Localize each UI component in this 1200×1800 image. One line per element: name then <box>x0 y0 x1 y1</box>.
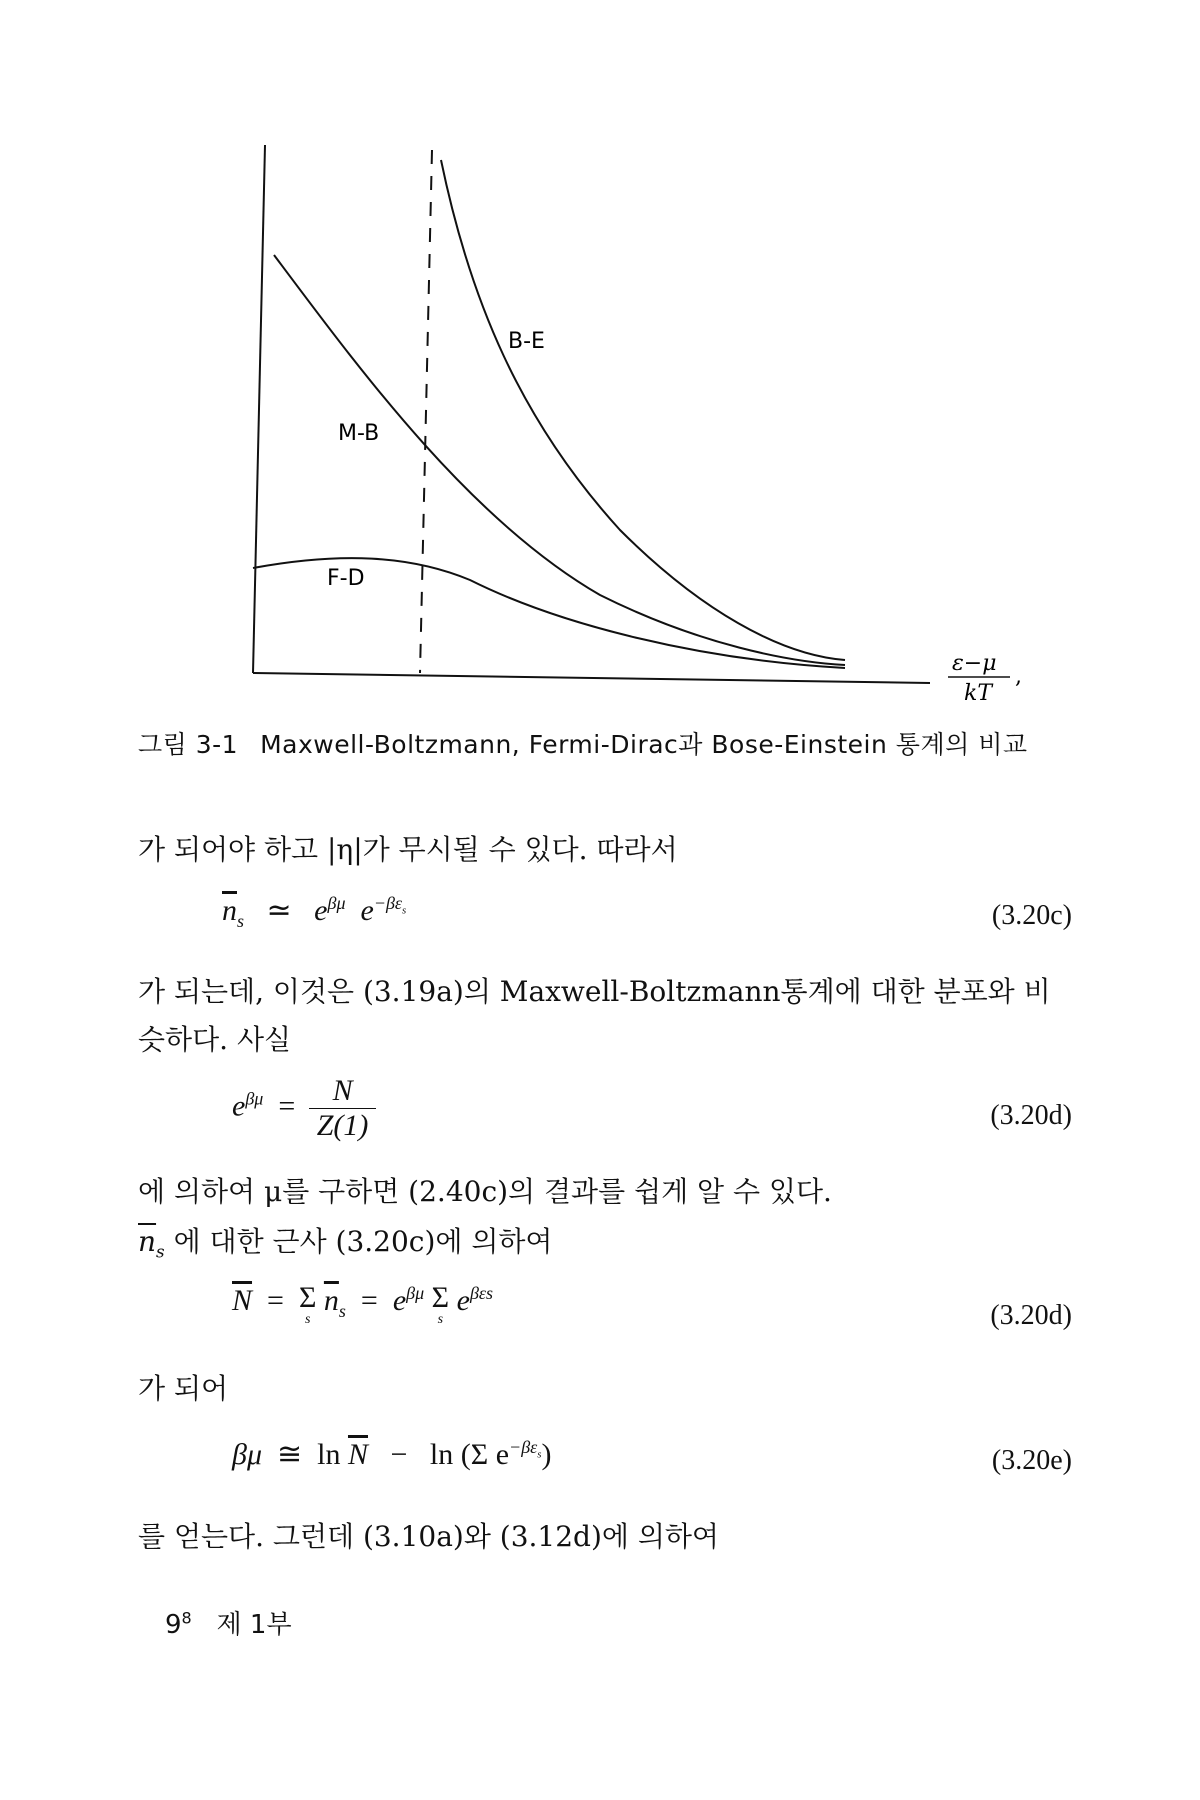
eq1-lhs-sub: s <box>237 911 245 931</box>
eq4-minus: − <box>390 1438 408 1471</box>
eq1-e2: e <box>360 894 374 927</box>
eq3-e2: e <box>456 1284 470 1317</box>
eq3-sum2: Σ <box>431 1281 450 1314</box>
eq1-e1: e <box>314 894 328 927</box>
eq1-e1-sup: βμ <box>327 893 346 913</box>
equation-3-20d-b <box>232 1283 493 1327</box>
paragraph-1: 가 되어야 하고 |η|가 무시될 수 있다. 따라서 <box>138 833 678 866</box>
caption-label: 그림 3-1 <box>138 730 239 759</box>
paragraph-2-line-1: 가 되는데, 이것은 (3.19a)의 Maxwell-Boltzmann통계에 대한 분포와 비 <box>138 975 1051 1008</box>
eq-number-3-20c: (3.20c) <box>991 900 1072 931</box>
eq-number-3-20e: (3.20e) <box>991 1445 1072 1476</box>
eq4-ln2: ln <box>429 1438 454 1471</box>
eq3-e2-sup: βεs <box>469 1283 494 1303</box>
eq3-lhs: $\overline{N}$ <box>232 1284 253 1317</box>
eq4-rel: ≅ <box>277 1438 303 1471</box>
eq3-e1-sup: βμ <box>406 1283 425 1303</box>
y-axis <box>253 145 265 673</box>
x-axis-label-numerator: ε−μ <box>952 651 997 676</box>
eq2-fraction <box>309 1074 377 1143</box>
eq2-denominator: Z(1) <box>316 1109 369 1142</box>
equation-3-20e <box>232 1437 551 1472</box>
eq-number-3-20d-b: (3.20d) <box>990 1300 1072 1331</box>
eq2-numerator: N <box>309 1074 377 1109</box>
eq3-rel2: = <box>360 1284 378 1317</box>
eq4-ln1: ln <box>317 1438 341 1471</box>
figure-caption <box>138 725 1028 761</box>
x-axis-label-comma: , <box>1015 664 1022 689</box>
fd-label: F-D <box>327 566 365 591</box>
equation-3-20c <box>222 893 406 932</box>
eq1-rel: ≃ <box>266 894 292 927</box>
eq3-e1: e <box>392 1284 407 1317</box>
paragraph-2-line-2: 슷하다. 사실 <box>138 1023 292 1056</box>
eq2-lhs-sup: βμ <box>245 1088 264 1109</box>
distribution-figure <box>0 0 1200 700</box>
eq1-e2-sup-sub: s <box>402 904 407 917</box>
mb-label: M-B <box>338 421 380 446</box>
eq3-rel1: = <box>267 1284 284 1317</box>
eq3-sum1-sub: s <box>304 1312 311 1327</box>
eq1-e2-sup: −βε <box>373 893 403 913</box>
page-number-sup: 8 <box>181 1608 192 1628</box>
eq3-term-sub: s <box>338 1301 346 1321</box>
dashed-line <box>420 150 432 673</box>
p4-symbol: $\overline{n}$ <box>138 1225 157 1258</box>
p4-symbol-sub: s <box>156 1241 165 1262</box>
equation-3-20d-a <box>232 1074 376 1143</box>
page-number: 9 <box>165 1610 182 1640</box>
eq3-term: $\overline{n}$ <box>323 1284 339 1317</box>
paragraph-4 <box>138 1220 552 1262</box>
eq4-sup-sub: s <box>537 1448 542 1461</box>
part-label: 제 1부 <box>216 1610 292 1640</box>
caption-text: Maxwell-Boltzmann, Fermi-Dirac과 Bose-Einstein 통계의 비교 <box>260 730 1028 759</box>
eq4-N: $\overline{N}$ <box>347 1438 368 1471</box>
be-curve <box>441 160 845 660</box>
paragraph-6: 를 얻는다. 그런데 (3.10a)와 (3.12d)에 의하여 <box>138 1520 719 1553</box>
p4-text: 에 대한 근사 (3.20c)에 의하여 <box>164 1225 553 1258</box>
eq3-sum1: Σ <box>298 1281 317 1314</box>
eq4-close: ) <box>541 1438 552 1471</box>
paragraph-3: 에 의하여 μ를 구하면 (2.40c)의 결과를 쉽게 알 수 있다. <box>138 1175 832 1208</box>
x-axis <box>253 673 930 683</box>
eq4-lhs: βμ <box>232 1438 262 1471</box>
paragraph-5: 가 되어 <box>138 1372 229 1405</box>
page-footer <box>165 1604 292 1641</box>
mb-curve <box>274 255 845 665</box>
eq3-sum2-sub: s <box>437 1312 444 1327</box>
eq4-paren: (Σ e <box>460 1438 510 1471</box>
x-axis-label-denominator: kT <box>964 681 993 700</box>
eq2-rel: = <box>278 1089 296 1123</box>
eq2-lhs: e <box>232 1089 246 1123</box>
eq-number-3-20d-a: (3.20d) <box>990 1100 1072 1131</box>
eq1-lhs: $\overline{n}$ <box>222 894 237 927</box>
be-label: B-E <box>508 329 545 354</box>
eq4-sup: −βε <box>509 1437 538 1457</box>
